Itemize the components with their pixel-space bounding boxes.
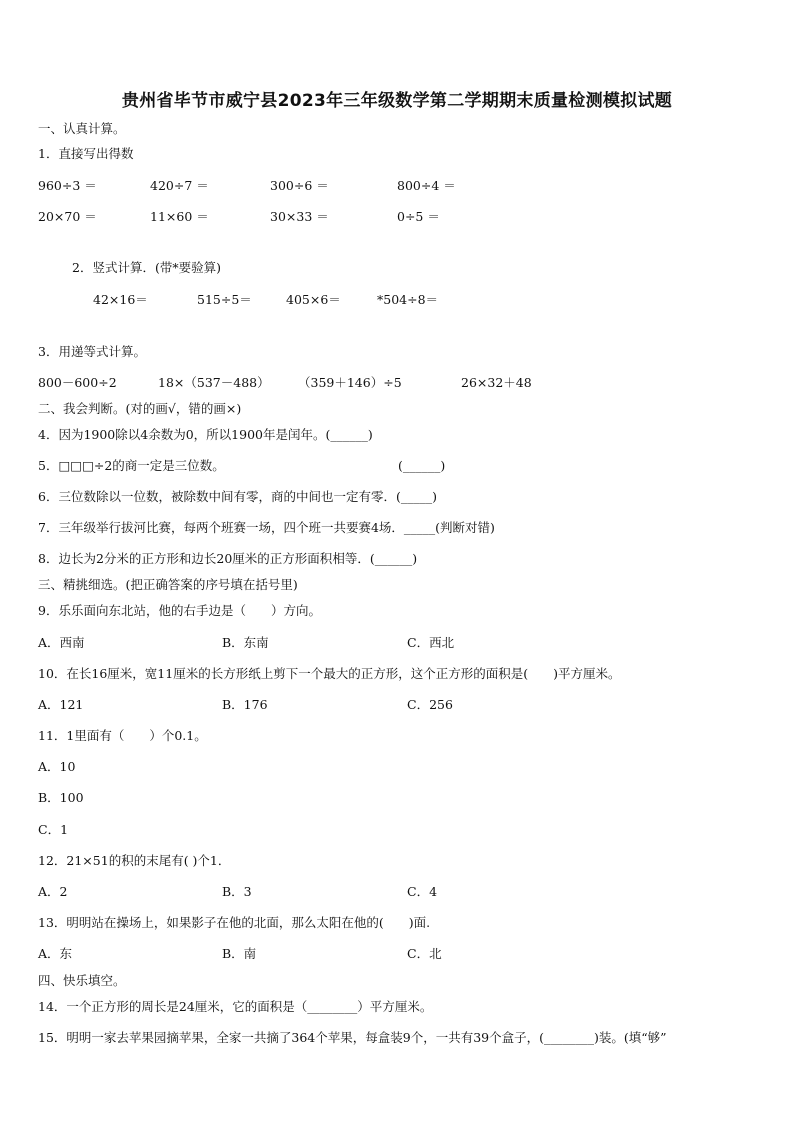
q5-text: 5．□□□÷2的商一定是三位数。	[38, 458, 225, 473]
page-title: 贵州省毕节市威宁县2023年三年级数学第二学期期末质量检测模拟试题	[121, 91, 673, 111]
q10-option-a: A．121	[38, 697, 84, 712]
q9-option-c: C．西北	[407, 635, 455, 650]
q13-option-b: B．南	[222, 946, 257, 961]
q1-r2-c4: 0÷5 ＝	[397, 209, 440, 224]
q2-item-4: *504÷8＝	[377, 292, 439, 307]
q1-r2-c1: 20×70 ＝	[38, 209, 97, 224]
q1-r1-c2: 420÷7 ＝	[150, 178, 209, 193]
q11-option-c: C．1	[38, 822, 69, 837]
q9-text: 9．乐乐面向东北站，他的右手边是（ ）方向。	[38, 603, 321, 618]
section-4-heading: 四、快乐填空。	[38, 973, 126, 988]
section-2-heading: 二、我会判断。(对的画√，错的画×)	[38, 401, 242, 416]
q10-text: 10．在长16厘米，宽11厘米的长方形纸上剪下一个最大的正方形，这个正方形的面积是( )平方厘米。	[38, 666, 621, 681]
q1-r2-c3: 30×33 ＝	[270, 209, 329, 224]
q2-item-3: 405×6＝	[286, 292, 341, 307]
q4-text: 4．因为1900除以4余数为0，所以1900年是闰年。(______)	[38, 427, 373, 442]
q15-text: 15．明明一家去苹果园摘苹果，全家一共摘了364个苹果，每盒装9个，一共有39个盒子，(________)装。(填“够”	[38, 1030, 667, 1045]
q3-item-4: 26×32＋48	[461, 375, 532, 390]
q2-label: 2．竖式计算．(带*要验算)	[72, 260, 221, 275]
q1-r1-c1: 960÷3 ＝	[38, 178, 97, 193]
q12-option-b: B．3	[222, 884, 252, 899]
q13-option-a: A．东	[38, 946, 73, 961]
section-3-heading: 三、精挑细选。(把正确答案的序号填在括号里)	[38, 577, 298, 592]
q10-option-b: B．176	[222, 697, 268, 712]
q10-option-c: C．256	[407, 697, 453, 712]
q14-text: 14．一个正方形的周长是24厘米，它的面积是（________）平方厘米。	[38, 999, 433, 1014]
section-1-heading: 一、认真计算。	[38, 121, 126, 136]
q1-r1-c3: 300÷6 ＝	[270, 178, 329, 193]
q3-item-3: （359＋146）÷5	[298, 375, 402, 390]
q3-item-1: 800－600÷2	[38, 375, 117, 390]
q11-option-a: A．10	[38, 759, 76, 774]
q12-option-a: A．2	[38, 884, 68, 899]
q5-answer-blank: (______)	[398, 458, 446, 473]
q9-option-b: B．东南	[222, 635, 269, 650]
q12-text: 12．21×51的积的末尾有( )个1．	[38, 853, 231, 868]
q13-option-c: C．北	[407, 946, 442, 961]
q7-text: 7．三年级举行拔河比赛，每两个班赛一场，四个班一共要赛4场．_____(判断对错)	[38, 520, 495, 535]
q12-option-c: C．4	[407, 884, 438, 899]
q8-text: 8．边长为2分米的正方形和边长20厘米的正方形面积相等．(______)	[38, 551, 418, 566]
q3-label: 3．用递等式计算。	[38, 344, 146, 359]
q11-option-b: B．100	[38, 790, 84, 805]
q1-r1-c4: 800÷4 ＝	[397, 178, 456, 193]
q1-label: 1．直接写出得数	[38, 146, 134, 161]
q3-item-2: 18×（537－488）	[158, 375, 270, 390]
q11-text: 11．1里面有（ ）个0.1。	[38, 728, 207, 743]
q6-text: 6．三位数除以一位数，被除数中间有零，商的中间也一定有零．(_____)	[38, 489, 437, 504]
q9-option-a: A．西南	[38, 635, 85, 650]
q2-item-2: 515÷5＝	[197, 292, 252, 307]
q2-item-1: 42×16＝	[93, 292, 148, 307]
q13-text: 13．明明站在操场上，如果影子在他的北面，那么太阳在他的( )面.	[38, 915, 431, 930]
q1-r2-c2: 11×60 ＝	[150, 209, 209, 224]
